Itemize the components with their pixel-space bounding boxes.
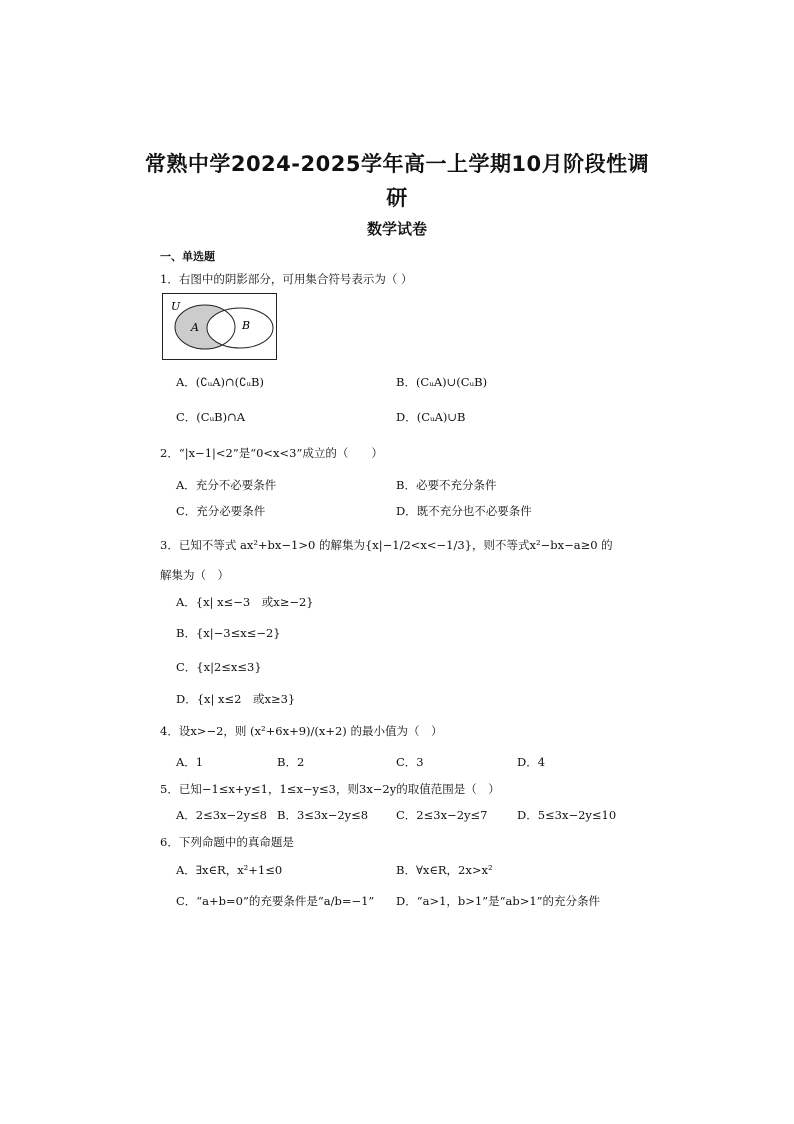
q6-option-b: B．∀x∈R，2x>x² — [396, 863, 493, 877]
venn-diagram — [162, 293, 278, 361]
q4-option-b: B．2 — [277, 755, 305, 769]
q6-option-d: D．“a>1，b>1”是“ab>1”的充分条件 — [396, 894, 601, 908]
universe-label: U — [171, 300, 181, 313]
set-a-label: A — [191, 321, 199, 334]
exam-title-line1: 常熟中学2024-2025学年高一上学期10月阶段性调 — [144, 152, 650, 176]
q6-stem: 6．下列命题中的真命题是 — [160, 835, 294, 849]
q1-option-d: D．(CᵤA)∪B — [396, 410, 466, 424]
q2-option-c: C．充分必要条件 — [176, 504, 266, 518]
q4-stem: 4．设x>−2，则 (x²+6x+9)/(x+2) 的最小值为（ ） — [160, 724, 443, 738]
q3-option-c: C．{x|2≤x≤3} — [176, 660, 262, 674]
q3-stem: 3．已知不等式 ax²+bx−1>0 的解集为{x|−1/2<x<−1/3}，则不等式x²−bx−a≥0 的 — [160, 538, 613, 552]
q5-option-c: C．2≤3x−2y≤7 — [396, 808, 488, 822]
exam-subtitle: 数学试卷 — [366, 220, 427, 238]
q2-option-d: D．既不充分也不必要条件 — [396, 504, 532, 518]
q6-option-c: C．“a+b=0”的充要条件是“a/b=−1” — [176, 894, 375, 908]
exam-title-line2: 研 — [386, 186, 408, 210]
q1-option-a: A．(∁ᵤA)∩(∁ᵤB) — [176, 375, 264, 389]
q5-option-a: A．2≤3x−2y≤8 — [176, 808, 267, 822]
q2-option-b: B．必要不充分条件 — [396, 478, 497, 492]
q6-option-a: A．∃x∈R，x²+1≤0 — [176, 863, 283, 877]
q4-option-c: C．3 — [396, 755, 424, 769]
set-b-label: B — [242, 319, 251, 332]
section-heading: 一、单选题 — [160, 250, 215, 263]
q5-option-d: D．5≤3x−2y≤10 — [517, 808, 617, 822]
q1-option-c: C．(CᵤB)∩A — [176, 410, 246, 424]
q3-option-a: A．{x| x≤−3 或x≥−2} — [176, 595, 314, 609]
q5-stem: 5．已知−1≤x+y≤1，1≤x−y≤3，则3x−2y的取值范围是（ ） — [160, 782, 500, 796]
q2-stem: 2．“|x−1|<2”是“0<x<3”成立的（ ） — [160, 446, 383, 460]
q3-stem-continued: 解集为（ ） — [160, 568, 229, 582]
q2-option-a: A．充分不必要条件 — [176, 478, 277, 492]
q4-option-a: A．1 — [176, 755, 204, 769]
q3-option-b: B．{x|−3≤x≤−2} — [176, 626, 281, 640]
q3-option-d: D．{x| x≤2 或x≥3} — [176, 692, 296, 706]
q5-option-b: B．3≤3x−2y≤8 — [277, 808, 369, 822]
q1-option-b: B．(CᵤA)∪(CᵤB) — [396, 375, 488, 389]
q4-option-d: D．4 — [517, 755, 546, 769]
q1-stem: 1．右图中的阴影部分，可用集合符号表示为（ ） — [160, 272, 413, 286]
